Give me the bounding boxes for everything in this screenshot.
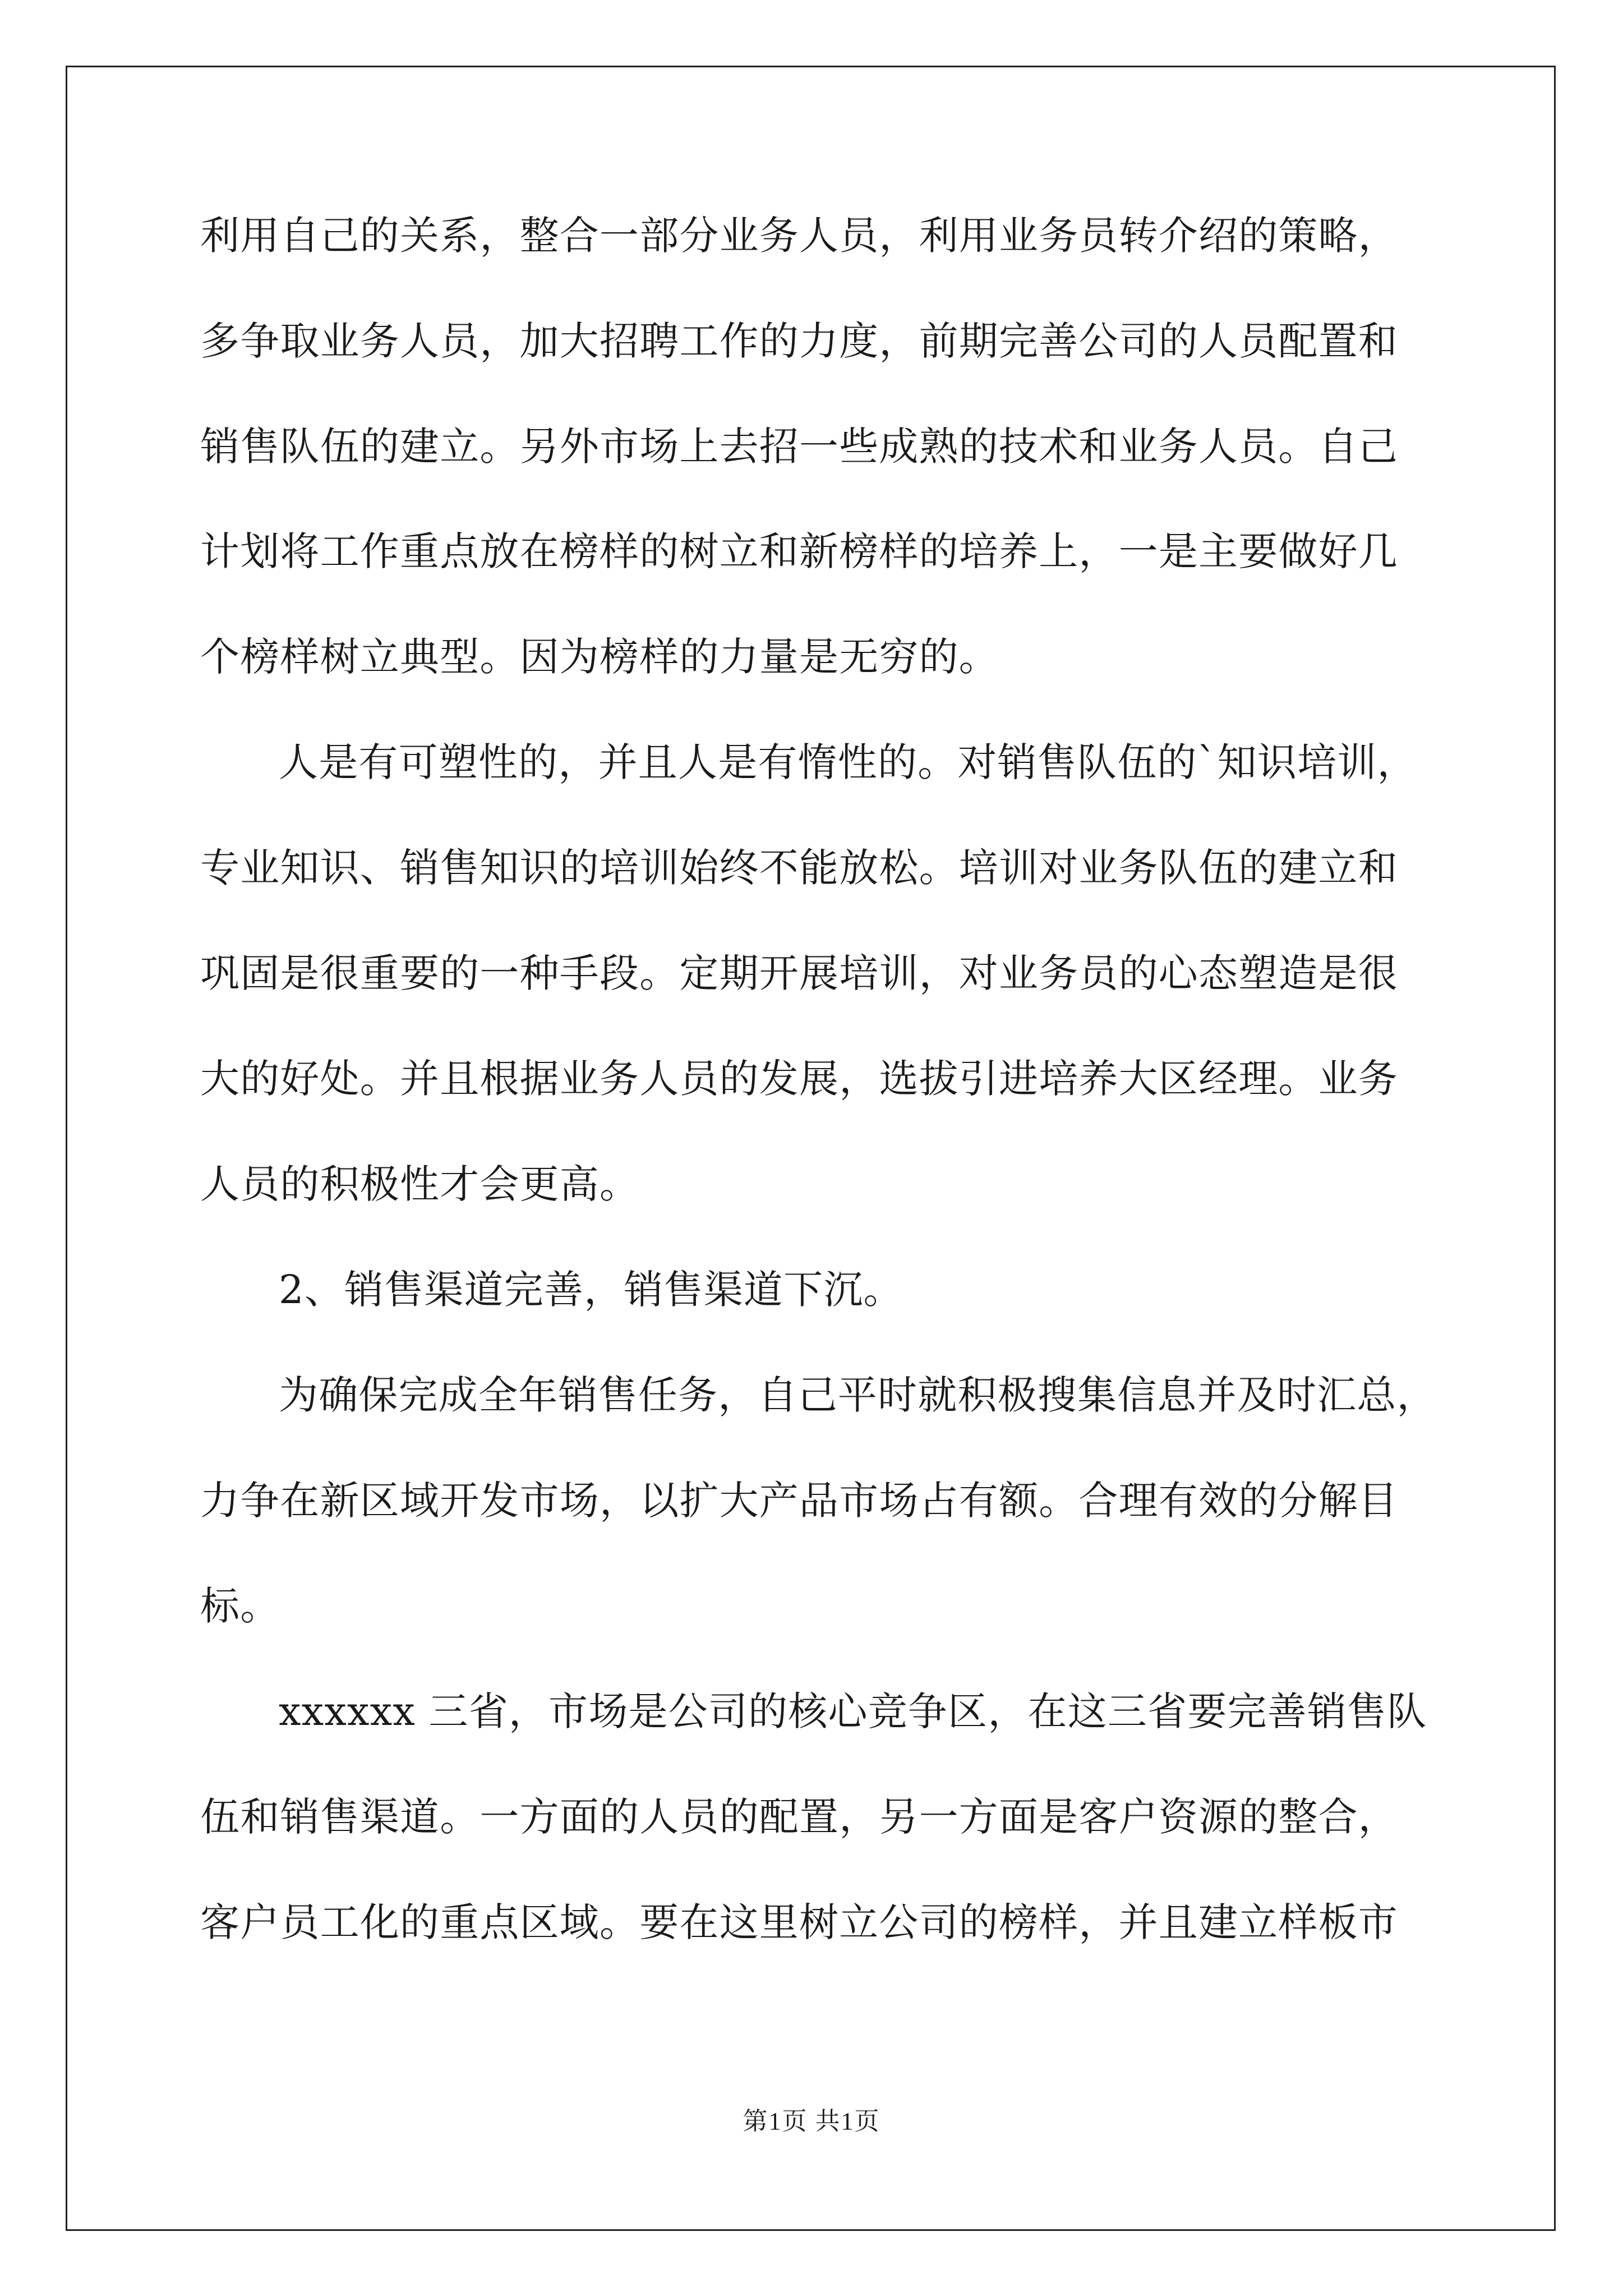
text-line: 专业知识、销售知识的培训始终不能放松。培训对业务队伍的建立和 [200,845,1398,891]
text-line: 利用自己的关系，整合一部分业务人员，利用业务员转介绍的策略， [200,213,1398,259]
paragraph-start-line: 为确保完成全年销售任务，自己平时就积极搜集信息并及时汇总， [279,1372,1437,1418]
text-line: 标。 [200,1583,280,1629]
text-line: 客户员工化的重点区域。要在这里树立公司的榜样，并且建立样板市 [200,1899,1398,1945]
text-line: 个榜样树立典型。因为榜样的力量是无穷的。 [200,634,999,680]
text-line: 计划将工作重点放在榜样的树立和新榜样的培养上，一是主要做好几 [200,528,1398,574]
text-line: 大的好处。并且根据业务人员的发展，选拔引进培养大区经理。业务 [200,1056,1398,1102]
paragraph-start-line: xxxxxx 三省，市场是公司的核心竞争区，在这三省要完善销售队 [279,1688,1427,1734]
paragraph-start-line: 人是有可塑性的，并且人是有惰性的。对销售队伍的`知识培训， [279,739,1417,785]
text-line: 人员的积极性才会更高。 [200,1161,640,1207]
text-line: 多争取业务人员，加大招聘工作的力度，前期完善公司的人员配置和 [200,318,1398,364]
section-heading: 2、销售渠道完善，销售渠道下沉。 [279,1267,903,1313]
page-footer: 第1页 共1页 [743,2108,880,2135]
text-line: 力争在新区域开发市场，以扩大产品市场占有额。合理有效的分解目 [200,1478,1398,1524]
text-line: 巩固是很重要的一种手段。定期开展培训，对业务员的心态塑造是很 [200,950,1398,996]
text-line: 销售队伍的建立。另外市场上去招一些成熟的技术和业务人员。自己 [200,424,1398,470]
text-line: 伍和销售渠道。一方面的人员的配置，另一方面是客户资源的整合， [200,1794,1398,1840]
